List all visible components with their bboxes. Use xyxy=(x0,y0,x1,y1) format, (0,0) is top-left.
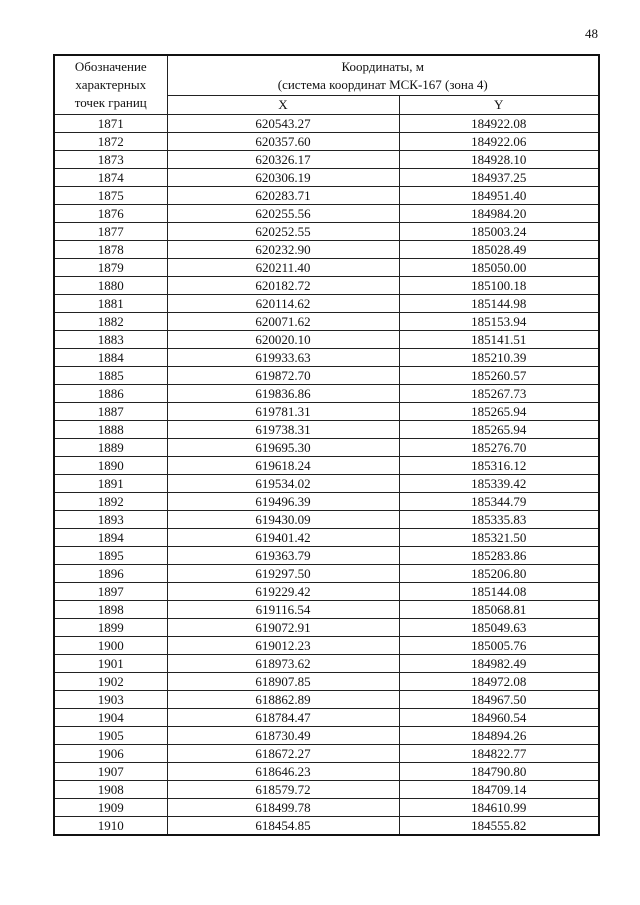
table-row xyxy=(54,295,599,313)
point-cell: 1890 xyxy=(54,457,167,475)
y-cell: 184951.40 xyxy=(399,187,599,205)
table-row xyxy=(54,187,599,205)
x-cell: 619618.24 xyxy=(167,457,399,475)
x-cell: 619229.42 xyxy=(167,583,399,601)
y-cell: 185335.83 xyxy=(399,511,599,529)
y-cell: 185049.63 xyxy=(399,619,599,637)
y-cell: 185265.94 xyxy=(399,421,599,439)
x-cell: 618454.85 xyxy=(167,817,399,836)
table-row xyxy=(54,205,599,223)
point-cell: 1879 xyxy=(54,259,167,277)
point-cell: 1903 xyxy=(54,691,167,709)
x-cell: 619430.09 xyxy=(167,511,399,529)
point-cell: 1908 xyxy=(54,781,167,799)
y-cell: 185267.73 xyxy=(399,385,599,403)
point-cell: 1892 xyxy=(54,493,167,511)
point-cell: 1884 xyxy=(54,349,167,367)
table-row xyxy=(54,511,599,529)
x-cell: 620306.19 xyxy=(167,169,399,187)
point-header-line: точек границ xyxy=(74,95,147,110)
point-cell: 1877 xyxy=(54,223,167,241)
point-cell: 1891 xyxy=(54,475,167,493)
table-row xyxy=(54,241,599,259)
table-row xyxy=(54,403,599,421)
y-cell: 185028.49 xyxy=(399,241,599,259)
point-column-header xyxy=(54,55,167,115)
table-row xyxy=(54,349,599,367)
y-cell: 185141.51 xyxy=(399,331,599,349)
y-column-header: Y xyxy=(399,95,599,114)
x-cell: 620020.10 xyxy=(167,331,399,349)
table-row xyxy=(54,169,599,187)
table-row xyxy=(54,619,599,637)
coordinates-column-header xyxy=(167,55,599,95)
y-cell: 185321.50 xyxy=(399,529,599,547)
x-cell: 619297.50 xyxy=(167,565,399,583)
x-cell: 619695.30 xyxy=(167,439,399,457)
point-cell: 1889 xyxy=(54,439,167,457)
y-cell: 184960.54 xyxy=(399,709,599,727)
y-cell: 185339.42 xyxy=(399,475,599,493)
table-row xyxy=(54,745,599,763)
point-cell: 1876 xyxy=(54,205,167,223)
x-cell: 620071.62 xyxy=(167,313,399,331)
table-row xyxy=(54,493,599,511)
point-cell: 1909 xyxy=(54,799,167,817)
point-cell: 1910 xyxy=(54,817,167,836)
table-row xyxy=(54,259,599,277)
table-header xyxy=(54,55,599,115)
point-cell: 1896 xyxy=(54,565,167,583)
table-row xyxy=(54,691,599,709)
y-cell: 184984.20 xyxy=(399,205,599,223)
y-cell: 185003.24 xyxy=(399,223,599,241)
table-row xyxy=(54,637,599,655)
y-cell: 184610.99 xyxy=(399,799,599,817)
table-row xyxy=(54,763,599,781)
x-cell: 619534.02 xyxy=(167,475,399,493)
x-cell: 618730.49 xyxy=(167,727,399,745)
point-cell: 1888 xyxy=(54,421,167,439)
y-cell: 185276.70 xyxy=(399,439,599,457)
point-cell: 1900 xyxy=(54,637,167,655)
table-row xyxy=(54,727,599,745)
table-row xyxy=(54,277,599,295)
point-cell: 1906 xyxy=(54,745,167,763)
x-cell: 619363.79 xyxy=(167,547,399,565)
header-row-title xyxy=(54,55,599,95)
point-cell: 1897 xyxy=(54,583,167,601)
table-body xyxy=(54,115,599,836)
table-row xyxy=(54,385,599,403)
x-cell: 619738.31 xyxy=(167,421,399,439)
point-cell: 1899 xyxy=(54,619,167,637)
coordinates-table xyxy=(53,54,600,836)
y-cell: 184972.08 xyxy=(399,673,599,691)
y-cell: 185050.00 xyxy=(399,259,599,277)
point-cell: 1878 xyxy=(54,241,167,259)
x-cell: 620252.55 xyxy=(167,223,399,241)
x-cell: 620543.27 xyxy=(167,115,399,133)
y-cell: 184555.82 xyxy=(399,817,599,836)
point-cell: 1875 xyxy=(54,187,167,205)
table-row xyxy=(54,475,599,493)
y-cell: 185153.94 xyxy=(399,313,599,331)
y-cell: 185206.80 xyxy=(399,565,599,583)
table-row xyxy=(54,799,599,817)
y-cell: 184937.25 xyxy=(399,169,599,187)
point-cell: 1895 xyxy=(54,547,167,565)
point-cell: 1882 xyxy=(54,313,167,331)
table-row xyxy=(54,367,599,385)
table-row xyxy=(54,547,599,565)
table-row xyxy=(54,529,599,547)
point-cell: 1887 xyxy=(54,403,167,421)
y-cell: 184982.49 xyxy=(399,655,599,673)
x-cell: 618973.62 xyxy=(167,655,399,673)
x-cell: 618646.23 xyxy=(167,763,399,781)
y-cell: 185068.81 xyxy=(399,601,599,619)
x-cell: 620357.60 xyxy=(167,133,399,151)
table-row xyxy=(54,151,599,169)
point-cell: 1886 xyxy=(54,385,167,403)
point-cell: 1894 xyxy=(54,529,167,547)
table-row xyxy=(54,709,599,727)
x-cell: 618862.89 xyxy=(167,691,399,709)
table-row xyxy=(54,133,599,151)
y-cell: 185144.98 xyxy=(399,295,599,313)
table-row xyxy=(54,655,599,673)
x-cell: 618784.47 xyxy=(167,709,399,727)
point-cell: 1872 xyxy=(54,133,167,151)
x-cell: 619496.39 xyxy=(167,493,399,511)
x-cell: 620211.40 xyxy=(167,259,399,277)
y-cell: 184967.50 xyxy=(399,691,599,709)
x-cell: 620232.90 xyxy=(167,241,399,259)
y-cell: 185210.39 xyxy=(399,349,599,367)
x-cell: 619933.63 xyxy=(167,349,399,367)
point-cell: 1898 xyxy=(54,601,167,619)
y-cell: 184928.10 xyxy=(399,151,599,169)
point-cell: 1880 xyxy=(54,277,167,295)
y-cell: 185344.79 xyxy=(399,493,599,511)
page-number: 48 xyxy=(585,26,598,41)
point-cell: 1873 xyxy=(54,151,167,169)
point-cell: 1883 xyxy=(54,331,167,349)
y-cell: 184709.14 xyxy=(399,781,599,799)
point-cell: 1881 xyxy=(54,295,167,313)
table-row xyxy=(54,331,599,349)
coord-header-line: Координаты, м xyxy=(341,59,424,75)
table-row xyxy=(54,601,599,619)
table-row xyxy=(54,439,599,457)
y-cell: 185144.08 xyxy=(399,583,599,601)
x-cell: 619872.70 xyxy=(167,367,399,385)
point-cell: 1901 xyxy=(54,655,167,673)
y-cell: 185316.12 xyxy=(399,457,599,475)
table-row xyxy=(54,223,599,241)
point-cell: 1904 xyxy=(54,709,167,727)
point-header-line: характерных xyxy=(75,77,147,92)
x-cell: 618907.85 xyxy=(167,673,399,691)
x-cell: 618672.27 xyxy=(167,745,399,763)
y-cell: 185283.86 xyxy=(399,547,599,565)
x-cell: 618499.78 xyxy=(167,799,399,817)
x-cell: 619116.54 xyxy=(167,601,399,619)
x-cell: 620182.72 xyxy=(167,277,399,295)
x-cell: 619401.42 xyxy=(167,529,399,547)
point-cell: 1885 xyxy=(54,367,167,385)
point-cell: 1905 xyxy=(54,727,167,745)
table-row xyxy=(54,565,599,583)
y-cell: 185260.57 xyxy=(399,367,599,385)
point-cell: 1893 xyxy=(54,511,167,529)
x-cell: 619836.86 xyxy=(167,385,399,403)
y-cell: 184894.26 xyxy=(399,727,599,745)
y-cell: 184790.80 xyxy=(399,763,599,781)
y-cell: 184922.08 xyxy=(399,115,599,133)
x-cell: 619072.91 xyxy=(167,619,399,637)
y-cell: 184822.77 xyxy=(399,745,599,763)
table-row xyxy=(54,817,599,836)
point-cell: 1907 xyxy=(54,763,167,781)
x-cell: 620283.71 xyxy=(167,187,399,205)
x-cell: 618579.72 xyxy=(167,781,399,799)
x-cell: 620326.17 xyxy=(167,151,399,169)
table-row xyxy=(54,313,599,331)
point-cell: 1874 xyxy=(54,169,167,187)
y-cell: 185005.76 xyxy=(399,637,599,655)
y-cell: 185100.18 xyxy=(399,277,599,295)
x-cell: 620114.62 xyxy=(167,295,399,313)
table-row xyxy=(54,421,599,439)
point-cell: 1871 xyxy=(54,115,167,133)
x-column-header: X xyxy=(167,95,399,114)
point-header-line: Обозначение xyxy=(74,59,147,74)
coord-header-line: (система координат МСК-167 (зона 4) xyxy=(277,77,488,93)
table-row xyxy=(54,673,599,691)
table-row xyxy=(54,781,599,799)
table-row xyxy=(54,457,599,475)
x-cell: 619012.23 xyxy=(167,637,399,655)
table-row xyxy=(54,583,599,601)
table-row xyxy=(54,115,599,133)
point-cell: 1902 xyxy=(54,673,167,691)
x-cell: 619781.31 xyxy=(167,403,399,421)
y-cell: 185265.94 xyxy=(399,403,599,421)
y-cell: 184922.06 xyxy=(399,133,599,151)
x-cell: 620255.56 xyxy=(167,205,399,223)
